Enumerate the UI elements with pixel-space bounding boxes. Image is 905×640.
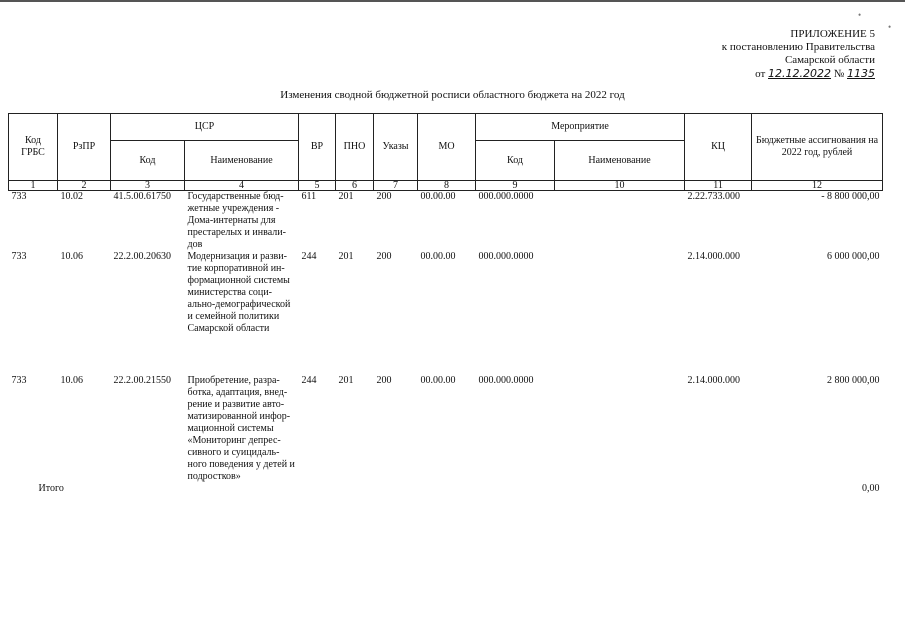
cell-pno: 201	[338, 375, 354, 386]
appendix-block	[722, 28, 875, 81]
col-number: 1	[9, 181, 58, 191]
header-event-code: Код	[476, 141, 555, 181]
total-amount: 0,00	[862, 483, 880, 494]
cell-event-code: 000.000.0000	[478, 375, 534, 386]
cell-mo: 00.00.00	[420, 191, 456, 202]
col-number: 3	[111, 181, 185, 191]
col-number: 10	[555, 181, 685, 191]
cell-vr: 244	[301, 251, 317, 262]
resolution-date: 12.12.2022	[768, 67, 831, 80]
appendix-resolution: к постановлению Правительства	[721, 41, 875, 53]
header-mo: МО	[418, 114, 476, 181]
cell-rzpr: 10.06	[60, 375, 83, 386]
cell-ukazy: 200	[376, 251, 392, 262]
header-vr: ВР	[299, 114, 336, 181]
cell-rzpr: 10.06	[60, 251, 83, 262]
cell-csr-name: Приобретение, разра-ботка, адаптация, внед-рение и развитие авто-матизированной инфор-мационной системы «Мониторинг депрес-сивного и суицидаль-ного поведения у детей и подростков»	[187, 375, 295, 482]
header-kc: КЦ	[685, 114, 752, 181]
cell-pno: 201	[338, 251, 354, 262]
scan-speck: •	[888, 22, 892, 32]
cell-csr-name: Государственные бюд-жетные учреждения - Дома-интернаты для престарелых и инвали-дов	[187, 191, 286, 250]
cell-event-name	[555, 191, 685, 252]
appendix-region: Самарской области	[784, 54, 875, 66]
document-title: Изменения сводной бюджетной росписи областного бюджета на 2022 год	[280, 89, 625, 101]
header-ukazy: Указы	[374, 114, 418, 181]
cell-kc: 2.14.000.000	[687, 251, 741, 262]
cell-vr: 611	[301, 191, 317, 202]
cell-csr-code: 22.2.00.20630	[113, 251, 171, 262]
cell-grbs: 733	[11, 375, 27, 386]
col-number: 6	[336, 181, 374, 191]
budget-table	[8, 113, 883, 495]
appendix-date-line	[722, 67, 875, 81]
col-number: 12	[752, 181, 883, 191]
total-label: Итого	[38, 483, 64, 494]
from-label: от	[755, 68, 766, 80]
total-row	[9, 483, 883, 495]
cell-vr: 244	[301, 375, 317, 386]
cell-mo: 00.00.00	[420, 251, 456, 262]
cell-csr-code: 22.2.00.21550	[113, 375, 171, 386]
scan-speck: •	[858, 10, 862, 20]
header-rzpr: РзПР	[58, 114, 111, 181]
cell-grbs: 733	[11, 191, 27, 202]
header-csr-name: Наименование	[185, 141, 299, 181]
table-row	[9, 191, 883, 252]
scan-top-edge	[0, 0, 905, 2]
cell-kc: 2.22.733.000	[687, 191, 741, 202]
table-row	[9, 251, 883, 375]
cell-csr-name: Модернизация и разви-тие корпоративной ин-формационной системы министерства соци-ально-демографической и семейной политики Самарской области	[187, 251, 291, 334]
cell-grbs: 733	[11, 251, 27, 262]
header-csr: ЦСР	[111, 114, 299, 141]
cell-ukazy: 200	[376, 191, 392, 202]
cell-event-name	[555, 375, 685, 483]
header-event-name: Наименование	[555, 141, 685, 181]
header-grbs: Код ГРБС	[9, 114, 58, 181]
table-row	[9, 375, 883, 483]
cell-event-code: 000.000.0000	[478, 251, 534, 262]
cell-rzpr: 10.02	[60, 191, 83, 202]
cell-csr-code: 41.5.00.61750	[113, 191, 171, 202]
col-number: 11	[685, 181, 752, 191]
header-csr-code: Код	[111, 141, 185, 181]
col-number: 7	[374, 181, 418, 191]
number-label: №	[833, 68, 845, 80]
col-number: 2	[58, 181, 111, 191]
cell-ukazy: 200	[376, 375, 392, 386]
cell-event-code: 000.000.0000	[478, 191, 534, 202]
cell-mo: 00.00.00	[420, 375, 456, 386]
col-number: 4	[185, 181, 299, 191]
appendix-title: ПРИЛОЖЕНИЕ 5	[790, 28, 875, 40]
header-allocation: Бюджетные ассигнования на 2022 год, рублей	[752, 114, 883, 181]
col-number: 8	[418, 181, 476, 191]
header-event: Мероприятие	[476, 114, 685, 141]
cell-kc: 2.14.000.000	[687, 375, 741, 386]
cell-pno: 201	[338, 191, 354, 202]
header-pno: ПНО	[336, 114, 374, 181]
resolution-number: 1135	[847, 67, 875, 80]
col-number: 5	[299, 181, 336, 191]
cell-amount: 6 000 000,00	[827, 251, 880, 262]
cell-event-name	[555, 251, 685, 375]
cell-amount: 2 800 000,00	[827, 375, 880, 386]
col-number: 9	[476, 181, 555, 191]
cell-amount: - 8 800 000,00	[821, 191, 880, 202]
